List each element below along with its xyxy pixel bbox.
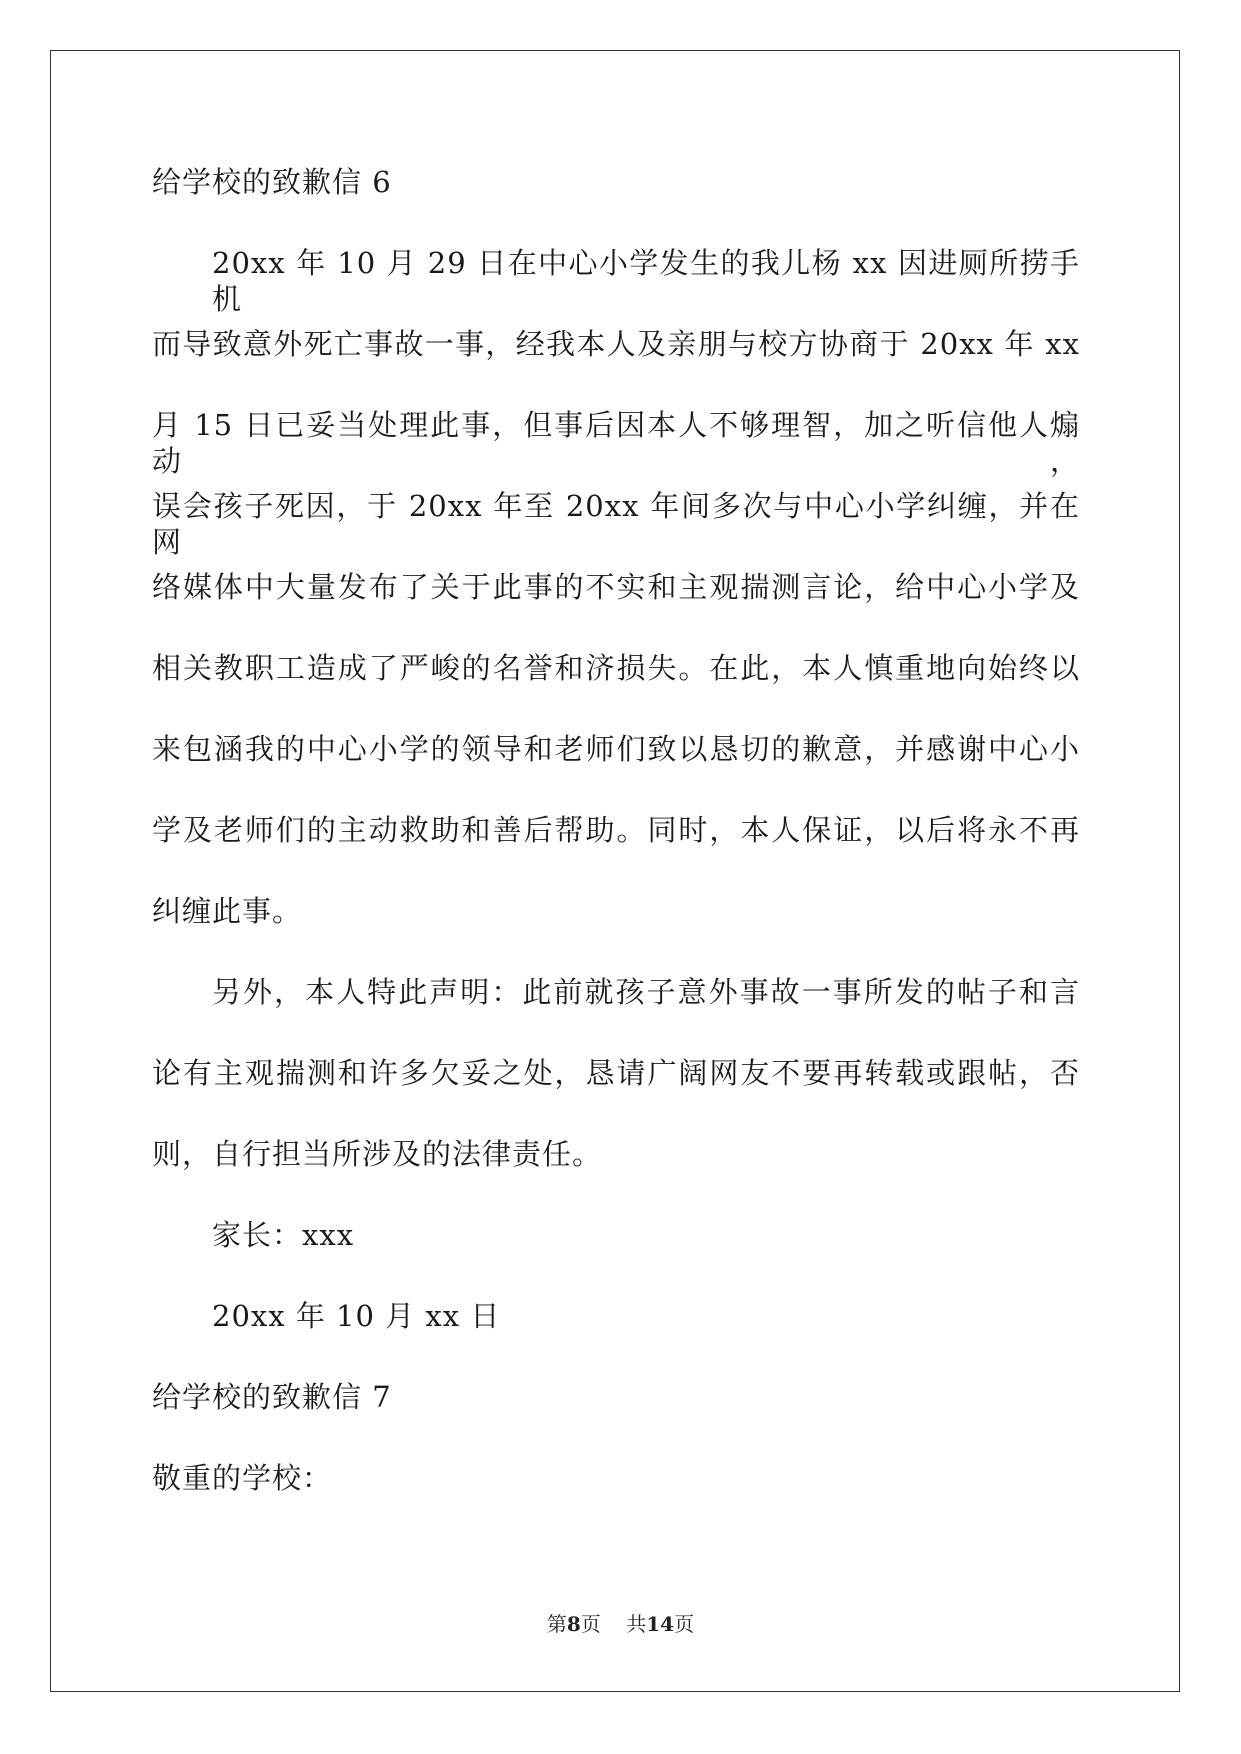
paragraph-line: 20xx 年 10 月 29 日在中心小学发生的我儿杨 xx 因进厕所捞手机 [212,246,1080,316]
paragraph-line: 误会孩子死因，于 20xx 年至 20xx 年间多次与中心小学纠缠，并在网 [152,489,1080,559]
paragraph-line: 相关教职工造成了严峻的名誉和济损失。在此，本人慎重地向始终以 [152,651,1080,685]
section-heading-7: 给学校的致歉信 7 [152,1380,392,1414]
paragraph-line: 论有主观揣测和许多欠妥之处，恳请广阔网友不要再转载或跟帖，否 [152,1056,1080,1090]
paragraph-line: 学及老师们的主动救助和善后帮助。同时，本人保证，以后将永不再 [152,813,1080,847]
footer-total-pages: 14 [646,1612,675,1636]
paragraph-line: 来包涵我的中心小学的领导和老师们致以恳切的歉意，并感谢中心小 [152,732,1080,766]
paragraph-line: 而导致意外死亡事故一事，经我本人及亲朋与校方协商于 20xx 年 xx [152,327,1080,361]
signature-parent: 家长：xxx [212,1218,355,1252]
signature-date: 20xx 年 10 月 xx 日 [212,1299,501,1333]
footer-total-prefix: 共 [626,1612,647,1636]
footer-page-suffix: 页 [580,1612,601,1636]
paragraph-line: 另外，本人特此声明：此前就孩子意外事故一事所发的帖子和言 [212,975,1080,1009]
paragraph-line: 月 15 日已妥当处理此事，但事后因本人不够理智，加之听信他人煽动， [152,408,1080,478]
paragraph-line: 纠缠此事。 [152,894,303,928]
footer-total-suffix: 页 [674,1612,695,1636]
document-body [152,164,1080,1541]
footer-page-number: 8 [566,1612,581,1636]
section-heading-6: 给学校的致歉信 6 [152,165,392,199]
page-footer [0,1612,1241,1636]
footer-prefix: 第 [546,1612,567,1636]
salutation: 敬重的学校： [152,1461,333,1495]
paragraph-line: 则，自行担当所涉及的法律责任。 [152,1137,603,1171]
paragraph-line: 络媒体中大量发布了关于此事的不实和主观揣测言论，给中心小学及 [152,570,1080,604]
